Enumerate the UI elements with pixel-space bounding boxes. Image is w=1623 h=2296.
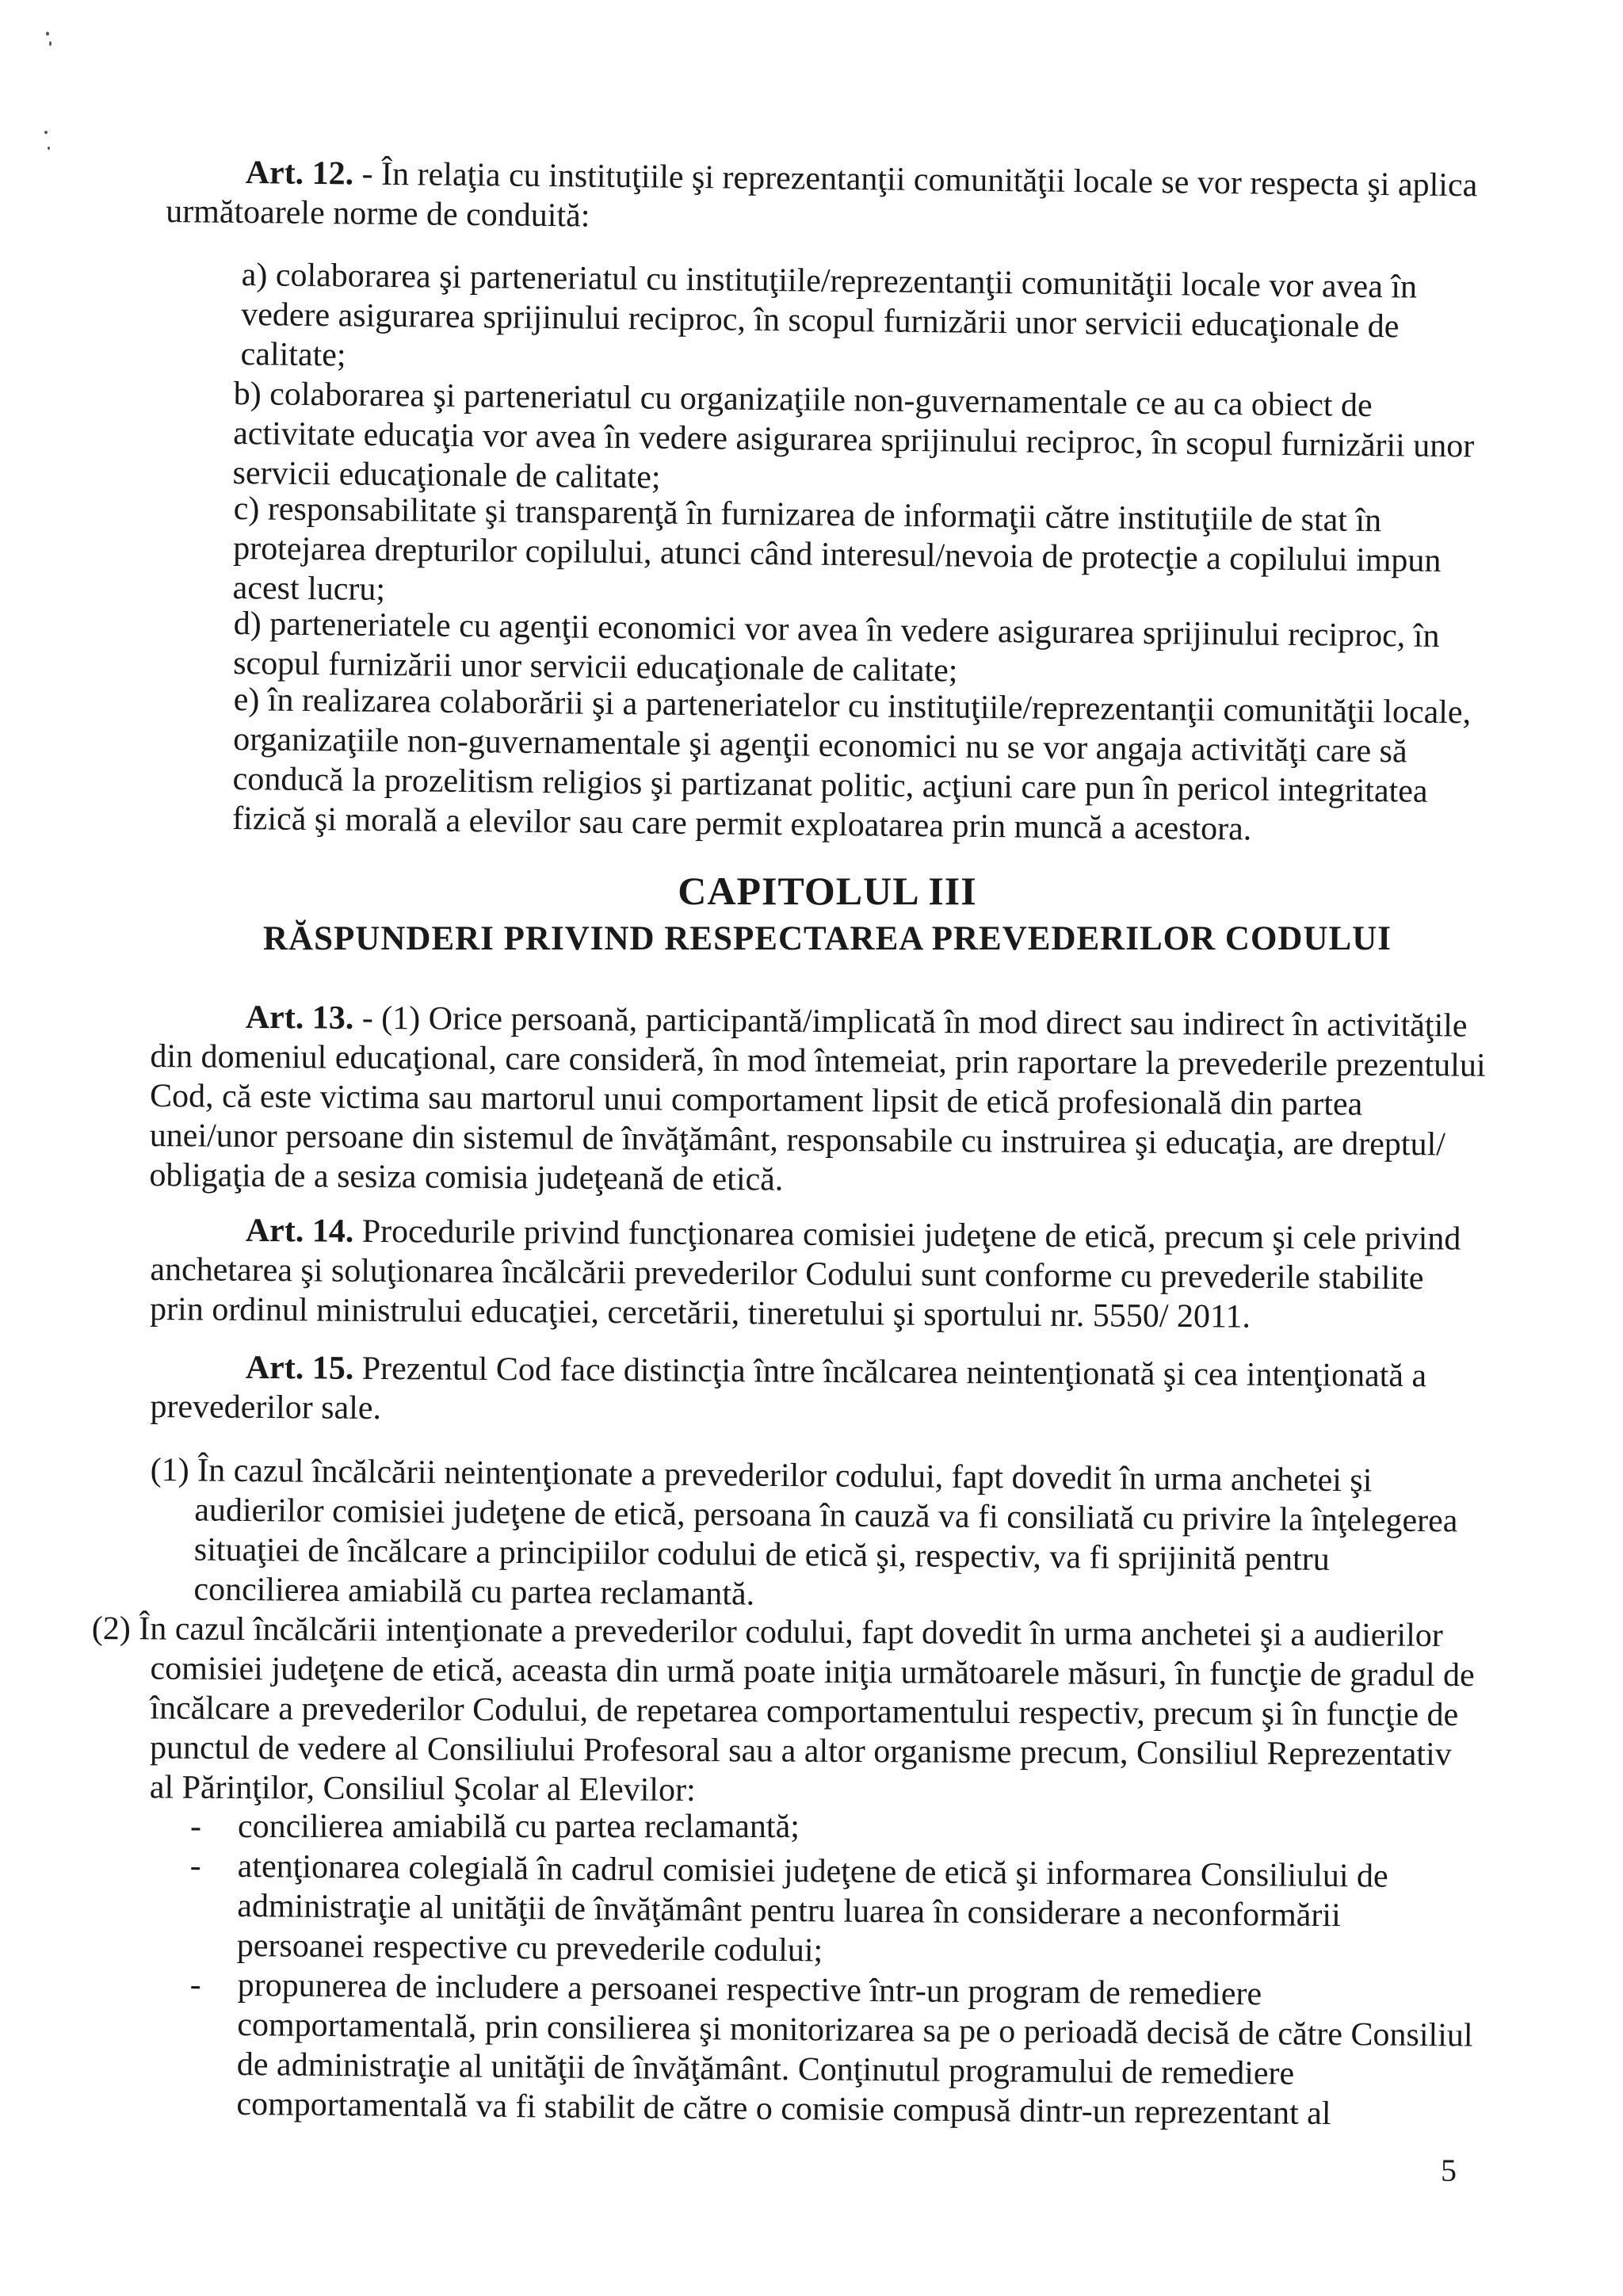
item-line: organizaţiile non-guvernamentale şi agenţii economici nu se vor angaja activităţi care să (232, 720, 1407, 770)
paragraph-line: (2) În cazul încălcării intenţionate a prevederilor codului, fapt dovedit în urma anchetei şi a audierilor (91, 1610, 1443, 1654)
art15-paragraph-2 (91, 1609, 1495, 1814)
measure-line: propunerea de includere a persoanei respective într-un program de remediere (237, 1967, 1262, 2013)
paragraph-line: audierilor comisiei judeţene de etică, persoana în cauză va fi consiliată cu privire la înţelegerea (194, 1492, 1458, 1540)
paragraph-line: punctul de vedere al Consiliului Profesoral sau a altor organisme precum, Consiliul Reprezentativ (149, 1729, 1452, 1773)
measure-line: atenţionarea colegială în cadrul comisiei judeţene de etică şi informarea Consiliului de (237, 1848, 1388, 1895)
art13-line: obligaţia de a sesiza comisia judeţeană de etică. (149, 1156, 784, 1198)
measure-line: comportamentală va fi stabilit de către o comisie compusă dintr-un reprezentant al (236, 2085, 1331, 2133)
art14-line: Art. 14. Procedurile privind funcţionarea comisiei judeţene de etică, precum şi cele privind (245, 1212, 1461, 1258)
art14-line: prin ordinul ministrului educaţiei, cercetării, tineretului şi sportului nr. 5550/ 2011. (149, 1290, 1251, 1335)
item-line: d) parteneriatele cu agenţii economici vor avea în vedere asigurarea sprijinului reciproc, în (233, 605, 1440, 655)
art14-line: anchetarea şi soluţionarea încălcării prevederilor Codului sunt conforme cu prevederile stabilite (150, 1251, 1424, 1297)
measure-item (190, 1807, 1490, 1847)
art13-label: Art. 13. (245, 999, 354, 1037)
paragraph-line: încălcare a prevederilor Codului, de repetarea comportamentului respectiv, precum şi în funcţie de (150, 1690, 1459, 1734)
art12-intro-line: Art. 12. - În relaţia cu instituţiile şi reprezentanţii comunităţii locale se vor respecta şi aplica (245, 155, 1478, 204)
art12-label: Art. 12. (245, 155, 354, 193)
item-line: a) colaborarea şi parteneriatul cu instituţiile/reprezentanţii comunităţii locale vor avea în (241, 256, 1418, 306)
measure-item (189, 1966, 1490, 2135)
measure-line: de administraţie al unităţii de învăţământ. Conţinutul programului de remediere (236, 2046, 1295, 2092)
art14-label: Art. 14. (245, 1212, 354, 1250)
art12-item-a (240, 255, 1477, 387)
chapter-title: CAPITOLUL III (678, 869, 977, 913)
item-line: c) responsabilitate şi transparenţă în furnizarea de informaţii către instituţiile de stat în (233, 490, 1382, 540)
art13-line: din domeniul educaţional, care consideră, în mod întemeiat, prin raportare la prevederile prezentului (150, 1037, 1486, 1084)
art12-intro (165, 152, 1478, 245)
item-line: protejarea drepturilor copilului, atunci când interesul/nevoia de protecţie a copilului impun (232, 529, 1442, 579)
art15-line: prevederilor sale. (150, 1388, 382, 1427)
list-dash: - (189, 1966, 201, 2004)
item-line: acest lucru; (232, 569, 386, 609)
art12-item-c (232, 489, 1477, 621)
art13-line: Art. 13. - (1) Orice persoană, participantă/implicată în mod direct sau indirect în activităţile (245, 999, 1468, 1045)
paragraph-line: situaţiei de încălcare a principiilor codului de etică şi, respectiv, va fi sprijinită pentru (193, 1531, 1330, 1578)
art13 (149, 997, 1490, 1205)
item-line: b) colaborarea şi parteneriatul cu organizaţiile non-guvernamentale ce au ca obiect de (233, 375, 1373, 425)
paragraph-line: al Părinţilor, Consiliul Şcolar al Elevilor: (149, 1769, 696, 1809)
page-number: 5 (1441, 2153, 1457, 2188)
paragraph-line: (1) În cazul încălcării neintenţionate a prevederilor codului, fapt dovedit în urma anchetei şi (150, 1451, 1373, 1499)
art15-paragraph-1 (149, 1450, 1490, 1621)
art13-line: Cod, că este victima sau martorul unui comportament lipsit de etică profesională din partea (149, 1077, 1363, 1123)
scan-speck (44, 131, 48, 134)
art15 (150, 1347, 1490, 1436)
art12-item-b (232, 374, 1477, 506)
list-dash: - (190, 1809, 201, 1845)
measure-line: persoanei respective cu prevederile codului; (236, 1927, 823, 1969)
item-line: scopul furnizării unor servicii educaţionale de calitate; (232, 644, 958, 690)
list-dash: - (189, 1847, 201, 1885)
paragraph-line: comisiei judeţene de etică, aceasta din urmă poate iniţia următoarele măsuri, în funcţie de gradul de (150, 1650, 1475, 1694)
art15-line: Art. 15. Prezentul Cod face distincţia între încălcarea neintenţionată şi cea intenţionată a (245, 1349, 1427, 1395)
art14 (150, 1210, 1490, 1339)
item-line: activitate educaţia vor avea în vedere asigurarea sprijinului reciproc, în scopul furnizării unor (232, 415, 1475, 465)
measure-line: concilierea amiabilă cu partea reclamantă; (238, 1809, 800, 1845)
item-line: fizică şi morală a elevilor sau care permit exploatarea prin muncă a acestora. (231, 800, 1252, 848)
item-line: e) în realizarea colaborării şi a parteneriatelor cu instituţiile/reprezentanţii comunităţii locale, (233, 681, 1472, 732)
item-line: servicii educaţionale de calitate; (232, 454, 661, 496)
item-line: vedere asigurarea sprijinului reciproc, în scopul furnizării unor servicii educaţionale de (240, 296, 1400, 346)
measure-line: comportamentală, prin consilierea şi monitorizarea sa pe o perioadă decisă de către Consiliul (237, 2006, 1473, 2054)
scan-speck (48, 147, 50, 150)
scan-speck (49, 41, 52, 46)
art13-line: unei/unor persoane din sistemul de învăţământ, responsabile cu instruirea şi educaţia, are dreptul/ (149, 1117, 1446, 1163)
art15-label: Art. 15. (245, 1349, 354, 1387)
art12-intro-line: următoarele norme de conduită: (165, 193, 590, 235)
chapter-subtitle: RĂSPUNDERI PRIVIND RESPECTAREA PREVEDERILOR CODULUI (263, 920, 1392, 957)
paragraph-line: concilierea amiabilă cu partea reclamantă. (193, 1571, 755, 1613)
measure-item (189, 1847, 1490, 1977)
art12-item-e (232, 680, 1478, 851)
scan-speck (46, 32, 49, 36)
item-line: conducă la prozelitism religios şi partizanat politic, acţiuni care pun în pericol integritatea (232, 760, 1428, 810)
measure-line: administraţie al unităţii de învăţământ pentru luarea în considerare a neconformării (237, 1887, 1341, 1935)
item-line: calitate; (240, 335, 346, 374)
